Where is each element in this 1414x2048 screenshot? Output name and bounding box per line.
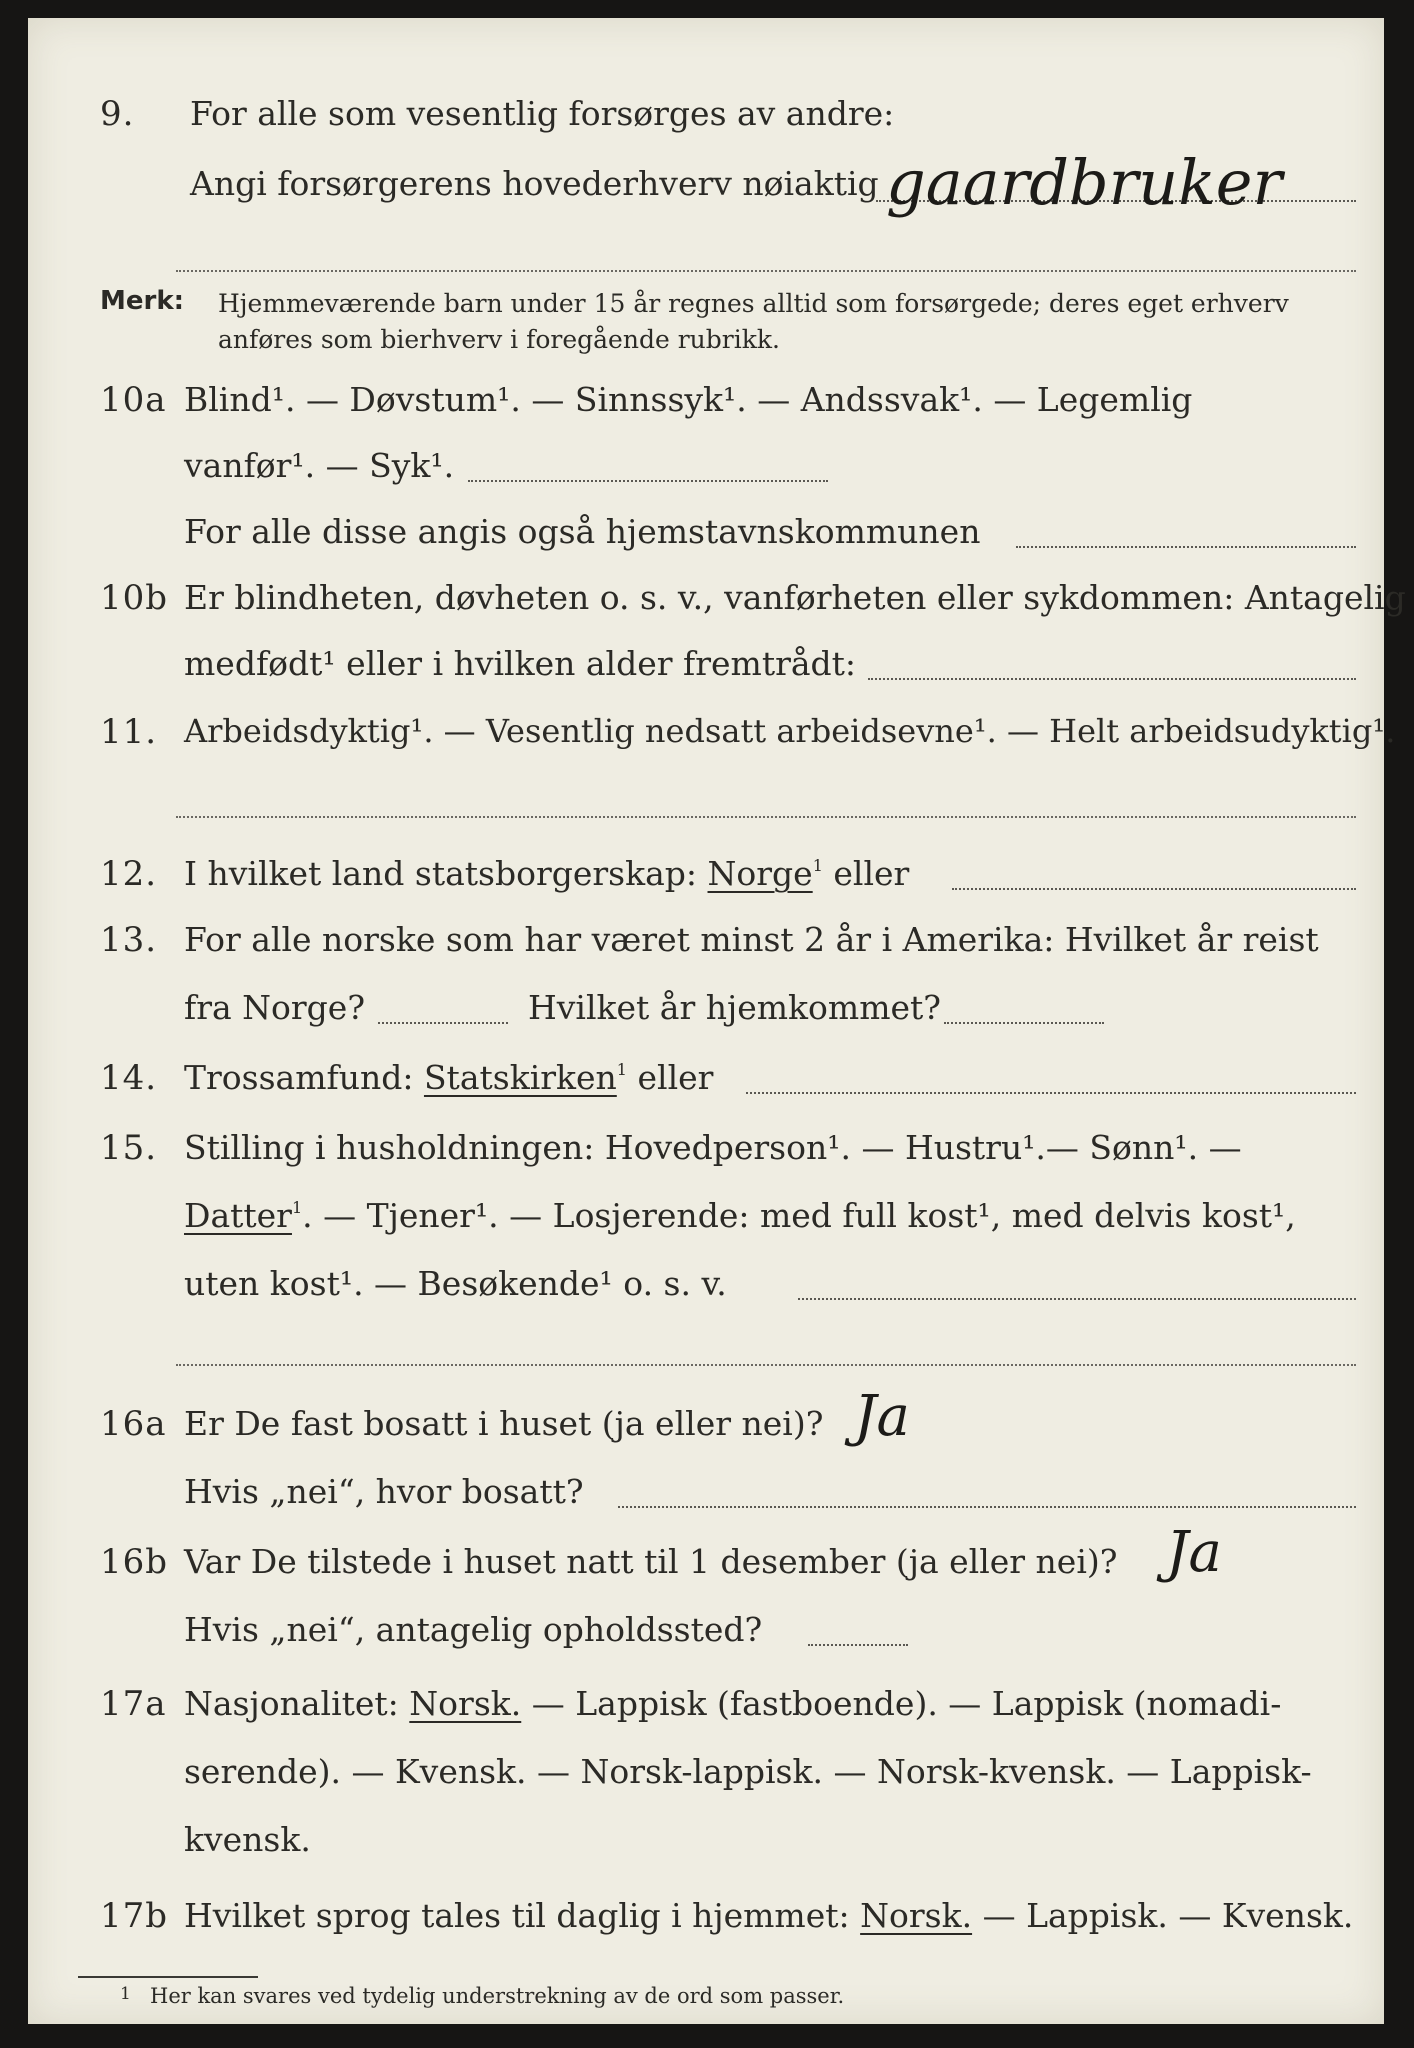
answer-line	[378, 1022, 508, 1024]
question-17b-rest: — Lappisk. — Kvensk.	[982, 1896, 1354, 1935]
handwritten-answer-9: gaardbruker	[886, 146, 1283, 219]
census-form-page	[28, 18, 1406, 2024]
handwritten-answer-16b: Ja	[1166, 1520, 1222, 1585]
question-13-line2a: fra Norge?	[184, 988, 366, 1027]
question-16b-number: 16b	[100, 1542, 169, 1582]
answer-line	[808, 1644, 908, 1646]
datter-underlined: Datter	[184, 1196, 292, 1235]
merk-note	[218, 286, 1338, 358]
footnote-text: Her kan svares ved tydelig understrekning av de ord som passer.	[150, 1984, 845, 2008]
question-9-number: 9.	[100, 94, 135, 134]
question-17a-line1-rest: — Lappisk (fastboende). — Lappisk (nomadi-	[531, 1684, 1282, 1723]
question-13-line2b: Hvilket år hjemkommet?	[528, 988, 941, 1027]
question-10b-number: 10b	[100, 578, 169, 618]
handwritten-answer-16a: Ja	[854, 1384, 910, 1449]
question-12-eller: eller	[833, 854, 910, 893]
question-16a-number: 16a	[100, 1404, 167, 1444]
question-17a-line3: kvensk.	[184, 1820, 311, 1859]
question-10a-line1: Blind¹. — Døvstum¹. — Sinnssyk¹. — Andssvak¹. — Legemlig	[184, 380, 1193, 419]
question-16b-line1: Var De tilstede i huset natt til 1 desember (ja eller nei)?	[184, 1542, 1118, 1581]
question-16a-line1: Er De fast bosatt i huset (ja eller nei)?	[184, 1404, 824, 1443]
merk-label: Merk:	[100, 286, 185, 316]
separator	[176, 270, 1356, 272]
question-9-line2: Angi forsørgerens hovederhverv nøiaktig	[190, 164, 879, 203]
question-15-line2-rest: . — Tjener¹. — Losjerende: med full kost¹, med delvis kost¹,	[302, 1196, 1296, 1235]
question-12-text: I hvilket land statsborgerskap:	[184, 854, 698, 893]
question-12-line: I hvilket land statsborgerskap: Norge$^1$ eller	[184, 854, 910, 893]
norsk-sprog-underlined: Norsk.	[860, 1896, 973, 1935]
answer-line	[468, 480, 828, 482]
question-13-line1: For alle norske som har været minst 2 år i Amerika: Hvilket år reist	[184, 920, 1319, 959]
separator	[176, 816, 1356, 818]
answer-line	[1016, 546, 1356, 548]
question-14-text: Trossamfund:	[184, 1058, 414, 1097]
footnote-rule	[78, 1976, 258, 1978]
question-17a-line2: serende). — Kvensk. — Norsk-lappisk. — Norsk-kvensk. — Lappisk-	[184, 1752, 1312, 1791]
question-16a-line2: Hvis „nei“, hvor bosatt?	[184, 1472, 584, 1511]
question-11-number: 11.	[100, 712, 158, 752]
question-16b-line2: Hvis „nei“, antagelig opholdssted?	[184, 1610, 763, 1649]
question-17a-number: 17a	[100, 1684, 167, 1724]
question-14-eller: eller	[637, 1058, 714, 1097]
norge-underlined: Norge	[707, 854, 813, 893]
question-15-line1: Stilling i husholdningen: Hovedperson¹. — Hustru¹.— Sønn¹. —	[184, 1128, 1242, 1167]
answer-line	[618, 1506, 1356, 1508]
question-17a-text: Nasjonalitet:	[184, 1684, 399, 1723]
separator	[176, 1364, 1356, 1366]
question-17a-line1	[184, 1684, 1281, 1723]
question-17b-line	[184, 1896, 1353, 1935]
question-14-line: Trossamfund: Statskirken$^1$ eller	[184, 1058, 714, 1097]
question-12-number: 12.	[100, 854, 158, 894]
question-9-line1: For alle som vesentlig forsørges av andre:	[190, 94, 895, 133]
answer-line	[952, 888, 1356, 890]
question-11-line1: Arbeidsdyktig¹. — Vesentlig nedsatt arbeidsevne¹. — Helt arbeidsudyktig¹.	[184, 712, 1396, 750]
norsk-underlined: Norsk.	[409, 1684, 522, 1723]
question-10b-line1: Er blindheten, døvheten o. s. v., vanførheten eller sykdommen: Antagelig	[184, 578, 1406, 617]
question-17b-text: Hvilket sprog tales til daglig i hjemmet:	[184, 1896, 850, 1935]
question-17b-number: 17b	[100, 1896, 169, 1936]
question-14-number: 14.	[100, 1058, 158, 1098]
question-10a-line3: For alle disse angis også hjemstavnskommunen	[184, 512, 981, 551]
answer-line	[798, 1298, 1356, 1300]
question-10a-line2: vanfør¹. — Syk¹.	[184, 446, 455, 485]
question-15-number: 15.	[100, 1128, 158, 1168]
question-10a-number: 10a	[100, 380, 167, 420]
question-15-line2: Datter$^1$. — Tjener¹. — Losjerende: med full kost¹, med delvis kost¹,	[184, 1196, 1296, 1235]
answer-line	[746, 1092, 1356, 1094]
merk-text-line2: anføres som bierhverv i foregående rubrikk.	[218, 325, 780, 354]
question-13-number: 13.	[100, 920, 158, 960]
answer-line	[944, 1022, 1104, 1024]
footnote-mark: 1	[120, 1984, 131, 2004]
question-10b-line2: medfødt¹ eller i hvilken alder fremtrådt:	[184, 644, 857, 683]
merk-text-line1: Hjemmeværende barn under 15 år regnes alltid som forsørgede; deres eget erhverv	[218, 289, 1289, 318]
question-15-line3: uten kost¹. — Besøkende¹ o. s. v.	[184, 1264, 727, 1303]
statskirken-underlined: Statskirken	[423, 1058, 617, 1097]
answer-line	[868, 678, 1356, 680]
